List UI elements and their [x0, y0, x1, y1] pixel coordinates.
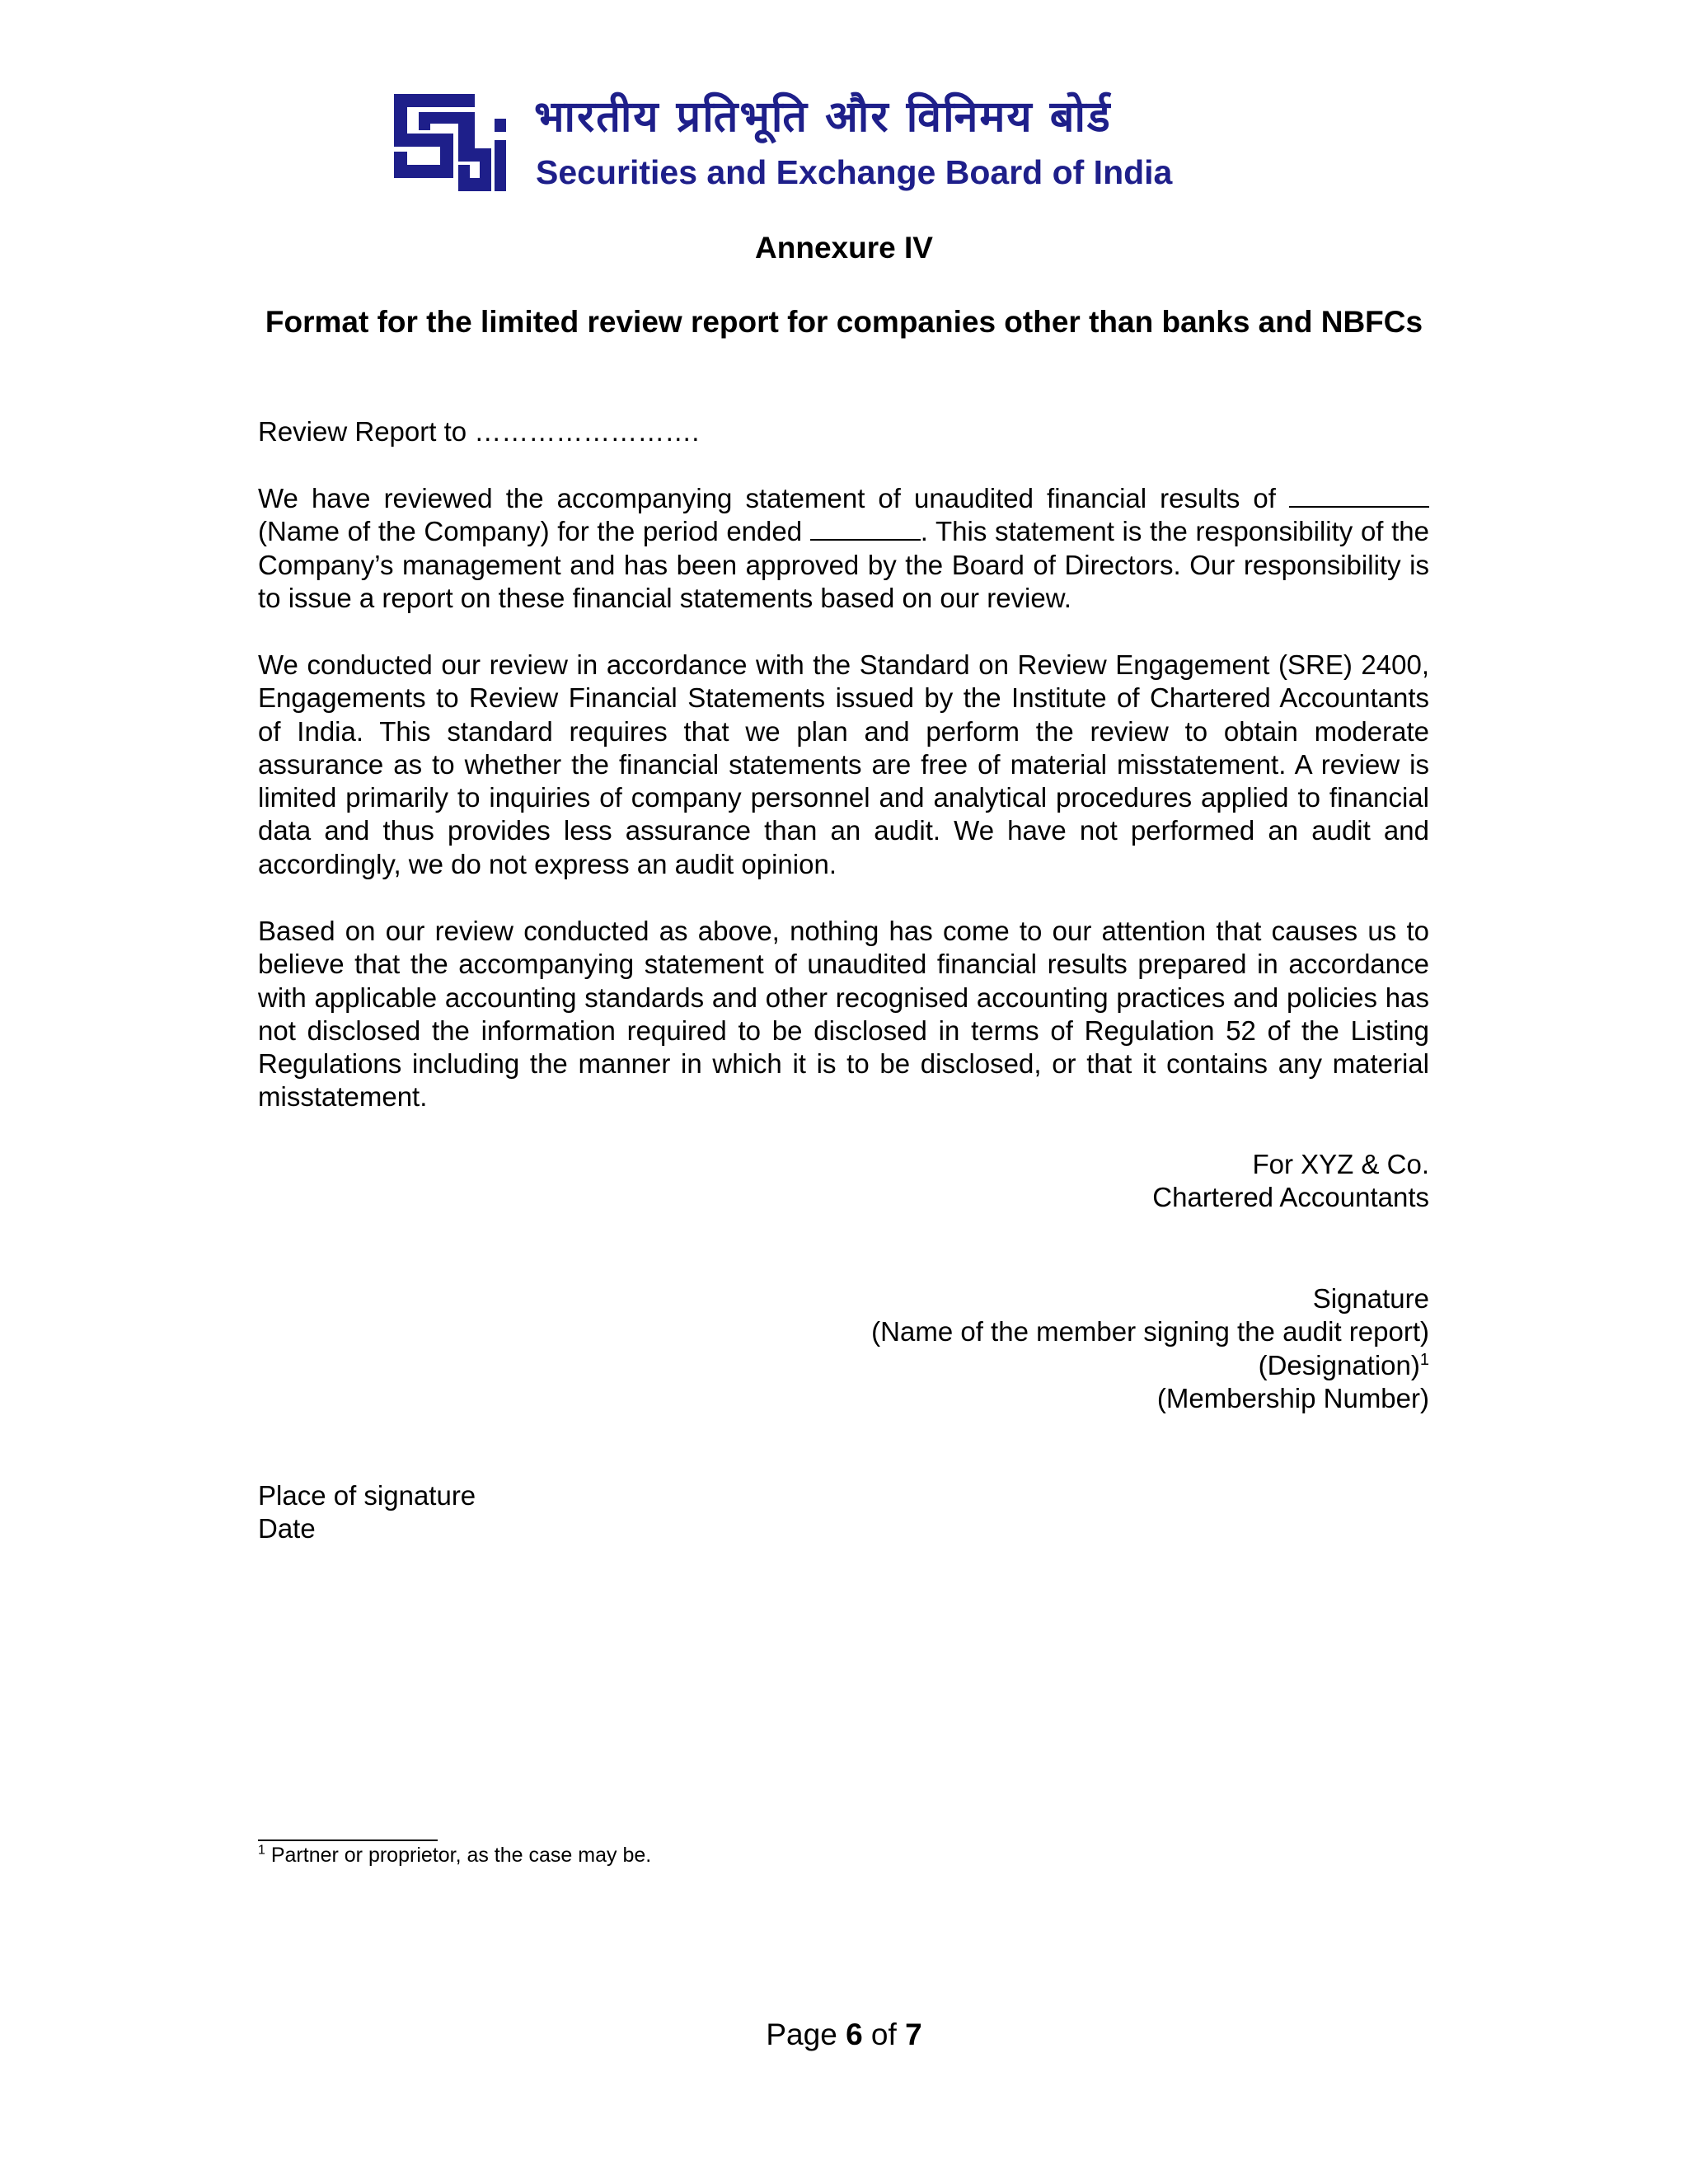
para1-part2: (Name of the Company) for the period ended	[258, 516, 810, 547]
footnote-mark: 1	[258, 1843, 265, 1858]
letterhead	[394, 89, 1301, 196]
date-label: Date	[258, 1513, 316, 1544]
footnote-text: Partner or proprietor, as the case may be.	[265, 1844, 652, 1867]
signature-label: Signature	[1312, 1283, 1429, 1314]
place-of-signature: Place of signature	[258, 1480, 476, 1511]
para1-part3: . This statement is the responsibility of the Company’s management and has been approved by the Board of Directors. Our responsibility is to issue a report on these financial statements based on our review.	[258, 516, 1429, 613]
period-blank	[810, 516, 921, 541]
place-date-block	[258, 1479, 476, 1546]
paragraph-1	[258, 482, 1429, 615]
page-prefix: Page	[766, 2018, 846, 2051]
designation-label: (Designation)	[1258, 1349, 1420, 1380]
review-report-to: Review Report to …………………….	[258, 416, 700, 447]
designation-footnote-mark: 1	[1419, 1350, 1429, 1369]
page-middle: of	[862, 2018, 906, 2051]
member-name-label: (Name of the member signing the audit report)	[871, 1316, 1429, 1347]
org-name-english: Securities and Exchange Board of India	[536, 153, 1173, 191]
sebi-logo-icon	[394, 94, 506, 191]
footnote-divider	[258, 1840, 438, 1841]
org-name-hindi: भारतीय प्रतिभूति और विनिमय बोर्ड	[534, 92, 1112, 142]
footnote	[258, 1843, 651, 1868]
page-total: 7	[905, 2018, 922, 2051]
firm-block	[742, 1148, 1429, 1215]
page-number	[0, 2018, 1688, 2052]
signature-block	[742, 1282, 1429, 1415]
designation-line	[742, 1349, 1429, 1382]
para1-part1: We have reviewed the accompanying statement of unaudited financial results of	[258, 483, 1289, 513]
firm-name: For XYZ & Co.	[1252, 1149, 1429, 1179]
paragraph-3: Based on our review conducted as above, nothing has come to our attention that causes us to believe that the accompanying statement of unaudited financial results prepared in accordance with applicable accounting standards and other recognised accounting practices and policies has not disclosed the information required to be disclosed in terms of Regulation 52 of the Listing Regulations including the manner in which it is to be disclosed, or that it contains any material misstatement.	[258, 916, 1429, 1113]
membership-number-label: (Membership Number)	[1156, 1382, 1429, 1413]
paragraph-2: We conducted our review in accordance with the Standard on Review Engagement (SRE) 2400, Engagements to Review Financial Statements issued by the Institute of Chartered Accountants of India. This standard requires that we plan and perform the review to obtain moderate assurance as to whether the financial statements are free of material misstatement. A review is limited primarily to inquiries of company personnel and analytical procedures applied to financial data and thus provides less assurance than an audit. We have not performed an audit and accordingly, we do not express an audit opinion.	[258, 649, 1429, 879]
format-title: Format for the limited review report for companies other than banks and NBFCs	[265, 305, 1423, 339]
firm-type: Chartered Accountants	[1152, 1182, 1429, 1213]
annexure-title: Annexure IV	[755, 231, 933, 265]
company-name-blank	[1289, 483, 1429, 508]
page-current: 6	[846, 2018, 863, 2051]
